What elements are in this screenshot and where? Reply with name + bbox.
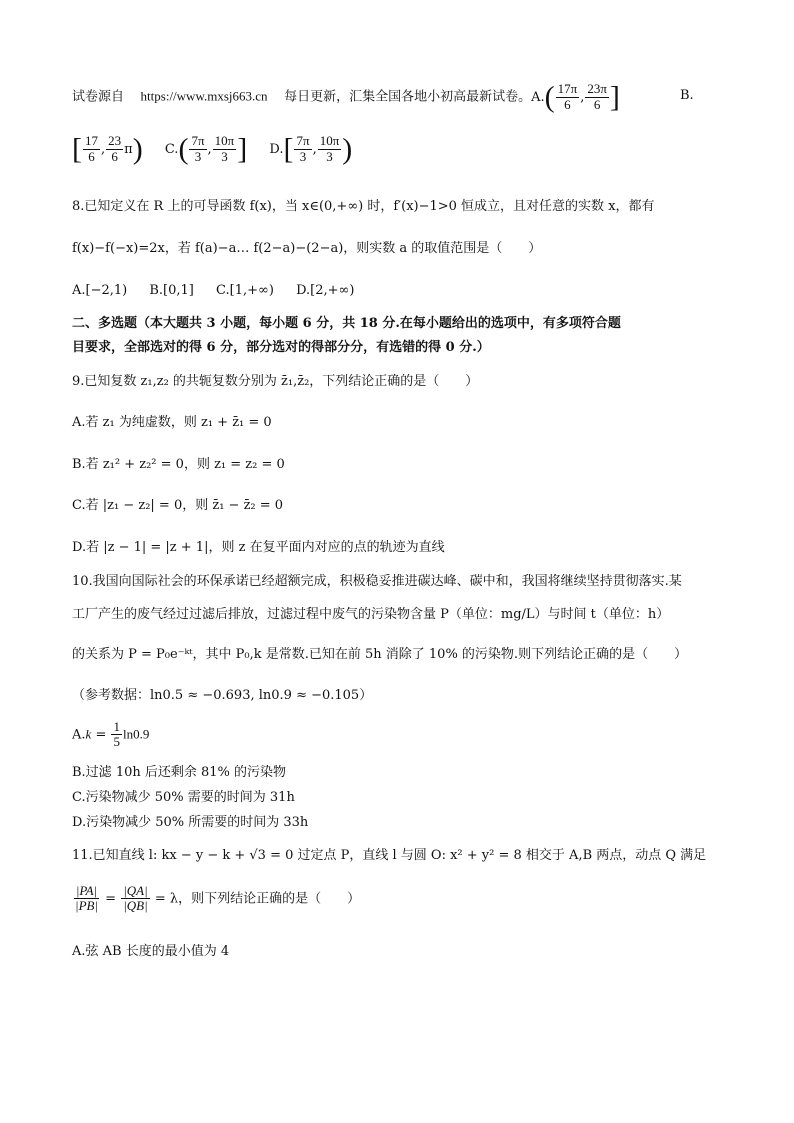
q8-options (72, 283, 754, 299)
q10-stem-line1: 10.我国向国际社会的环保承诺已经超额完成，积极稳妥推进碳达峰、碳中和，我国将继续坚持贯彻落实.某 (72, 574, 682, 589)
q7-option-d: D.[ $\frac{7\pi}{3}$ , $\frac{10\pi}{3}$ ) (269, 132, 353, 165)
q10-option-a: A.k = $\frac{1}{5}$ ln0.9 (72, 719, 150, 750)
section2-heading-line2: 目要求，全部选对的得 6 分，部分选对的得部分分，有选错的得 0 分.） (72, 340, 490, 355)
header-slogan: 每日更新，汇集全国各地小初高最新试卷。 (284, 89, 532, 105)
q7-option-b-label: B. (680, 88, 694, 103)
q7-option-a: A.( $\frac{17\pi}{6}$ , $\frac{23\pi}{6}$ ] (531, 80, 620, 113)
q10-option-b: B.过滤 10h 后还剩余 81% 的污染物 (72, 765, 287, 780)
section2-heading-line1: 二、多选题（本大题共 3 小题，每小题 6 分，共 18 分.在每小题给出的选项中，有多项符合题 (72, 316, 621, 331)
q10-reference: （参考数据：ln0.5 ≈ −0.693, ln0.9 ≈ −0.105） (72, 688, 373, 703)
q7-option-b: [ $\frac{17}{6}$ , $\frac{23}{6}$ π) (72, 132, 143, 165)
q11-option-a: A.弦 AB 长度的最小值为 4 (72, 944, 230, 959)
q10-option-d: D.污染物减少 50% 所需要的时间为 33h (72, 815, 309, 830)
q8-option-b: B.[0,1] (149, 283, 194, 298)
q9-option-c: C.若 |z₁ − z₂| = 0，则 z̄₁ − z̄₂ = 0 (72, 498, 284, 513)
q8-stem-line2: f(x)−f(−x)=2x，若 f(a)−a… f(2−a)−(2−a)，则实数 a 的取值范围是（ ） (72, 241, 542, 256)
q7-options-line (72, 134, 754, 164)
q7-option-c: C.( $\frac{7\pi}{3}$ , $\frac{10\pi}{3}$ ] (164, 132, 248, 165)
q8-option-c: C.[1,+∞) (216, 283, 274, 298)
q9-option-a: A.若 z₁ 为纯虚数，则 z₁ + z̄₁ = 0 (72, 415, 272, 430)
header-line (72, 82, 754, 112)
q10-stem-line3: 的关系为 P = P₀e⁻ᵏᵗ，其中 P₀,k 是常数.已知在前 5h 消除了 10% 的污染物.则下列结论正确的是（ ） (72, 647, 688, 662)
q9-stem: 9.已知复数 z₁,z₂ 的共轭复数分别为 z̄₁,z̄₂，下列结论正确的是（ ） (72, 374, 479, 389)
header-source: 试卷源自 (72, 89, 125, 105)
q10-stem-line2: 工厂产生的废气经过过滤后排放，过滤过程中废气的污染物含量 P（单位：mg/L）与时间 t（单位：h） (72, 607, 670, 622)
q8-option-a: A.[−2,1) (72, 283, 128, 298)
q8-stem-line1: 8.已知定义在 R 上的可导函数 f(x)，当 x∈(0,+∞) 时，f′(x)−1>0 恒成立，且对任意的实数 x，都有 (72, 199, 655, 214)
q11-stem-line2: $\frac{|PA|}{|PB|}$ = $\frac{|QA|}{|QB|}$ = λ，则下列结论正确的是（ ） (75, 883, 361, 914)
q11-stem-line1: 11.已知直线 l: kx − y − k + √3 = 0 过定点 P，直线 l 与圆 O: x² + y² = 8 相交于 A,B 两点，动点 Q 满足 (72, 848, 707, 863)
q8-option-d: D.[2,+∞) (296, 283, 355, 298)
q9-option-b: B.若 z₁² + z₂² = 0，则 z₁ = z₂ = 0 (72, 457, 285, 472)
q9-option-d: D.若 |z − 1| = |z + 1|，则 z 在复平面内对应的点的轨迹为直线 (72, 540, 445, 555)
q10-option-c: C.污染物减少 50% 需要的时间为 31h (72, 790, 295, 805)
header-url[interactable]: https://www.mxsj663.cn (140, 88, 268, 104)
